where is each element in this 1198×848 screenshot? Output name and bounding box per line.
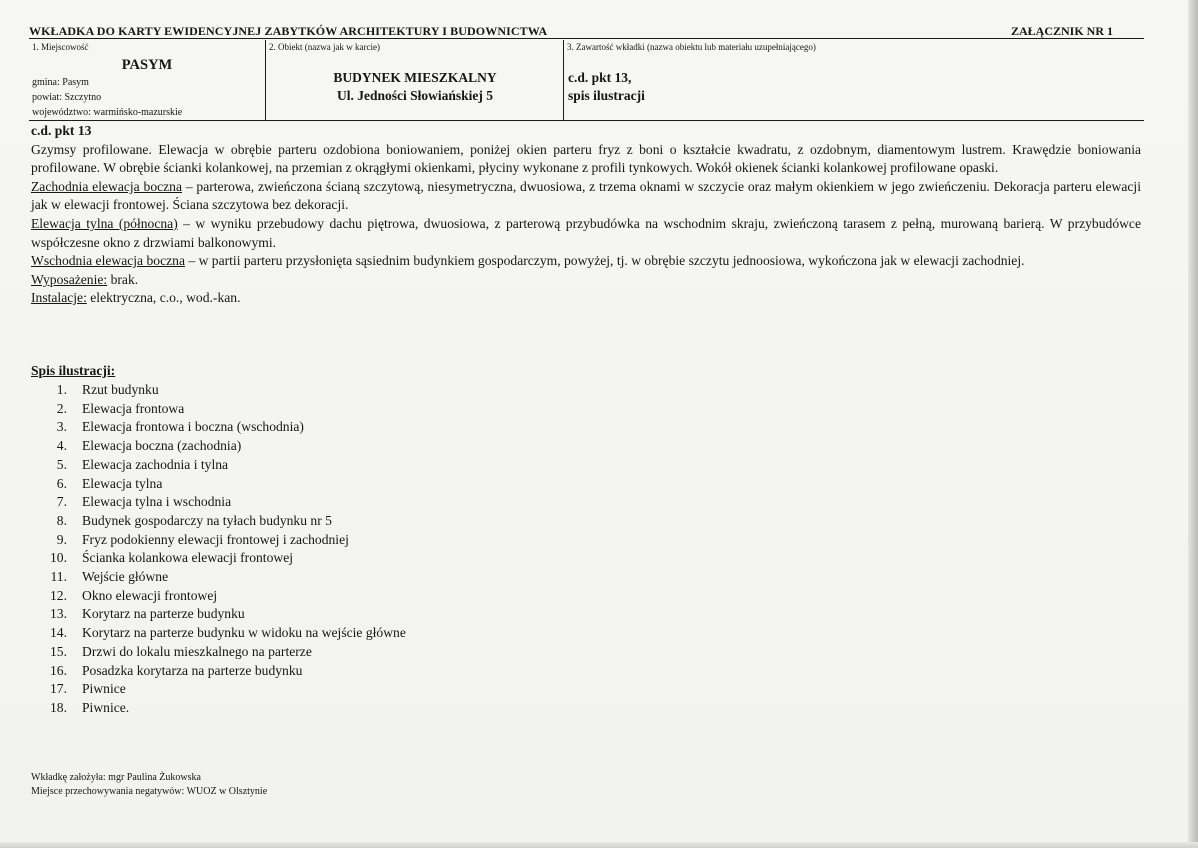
list-item-text: Posadzka korytarza na parterze budynku bbox=[82, 662, 303, 678]
list-item-text: Ścianka kolankowa elewacji frontowej bbox=[82, 550, 294, 566]
list-item bbox=[31, 549, 406, 568]
object-name: BUDYNEK MIESZKALNY bbox=[333, 70, 497, 85]
list-item bbox=[31, 568, 406, 587]
list-item bbox=[31, 531, 406, 550]
footer-author: Wkładkę założyła: mgr Paulina Żukowska bbox=[31, 772, 201, 783]
list-item-text: Budynek gospodarczy na tyłach budynku nr 5 bbox=[82, 512, 332, 528]
rear-elevation-text: – w wyniku przebudowy dachu piętrowa, dwuosiowa, z parterową przybudówka na wschodnim skraju, zwieńczoną tarasem z pełną, murowaną barierą. W przybudówce współczesne okno z drzwiami balkonowymi. bbox=[31, 215, 1142, 250]
wojewodztwo-text: województwo: warmińsko-mazurskie bbox=[32, 107, 183, 118]
illustrations-list bbox=[31, 381, 406, 718]
list-item bbox=[31, 624, 406, 643]
list-item bbox=[31, 587, 406, 606]
list-item-text: Korytarz na parterze budynku bbox=[82, 606, 245, 622]
list-item-text: Rzut budynku bbox=[82, 382, 159, 397]
list-item-number: 13. bbox=[50, 606, 67, 622]
list-item bbox=[31, 662, 406, 681]
cell-object bbox=[265, 40, 564, 120]
location-name: PASYM bbox=[121, 57, 173, 73]
list-item bbox=[31, 475, 406, 494]
list-item-number: 4. bbox=[56, 438, 67, 454]
body-text bbox=[31, 122, 1141, 308]
list-item-number: 6. bbox=[56, 475, 67, 491]
list-item-number: 5. bbox=[56, 456, 67, 472]
list-item-number: 8. bbox=[56, 512, 67, 528]
west-elevation-label: Zachodnia elewacja boczna bbox=[31, 178, 183, 194]
list-item-text: Korytarz na parterze budynku w widoku na wejście główne bbox=[82, 625, 406, 641]
list-item bbox=[31, 643, 406, 662]
list-item-text: Elewacja frontowa bbox=[82, 400, 185, 416]
list-item-number: 9. bbox=[56, 531, 67, 547]
cell-location-caption: 1. Miejscowość bbox=[32, 42, 89, 52]
list-item-text: Elewacja zachodnia i tylna bbox=[82, 456, 229, 472]
content-line-1: c.d. pkt 13, bbox=[568, 70, 632, 85]
gmina-text: gmina: Pasym bbox=[32, 77, 89, 88]
paragraph-installations bbox=[31, 289, 1141, 308]
equipment-text: brak. bbox=[107, 271, 139, 287]
paragraph-equipment bbox=[31, 271, 1141, 290]
paragraph-east-elevation bbox=[31, 252, 1141, 271]
list-item bbox=[31, 605, 406, 624]
list-item bbox=[31, 381, 406, 400]
cell-location bbox=[29, 40, 265, 120]
list-item bbox=[31, 680, 406, 699]
east-elevation-label: Wschodnia elewacja boczna bbox=[31, 253, 185, 269]
section-heading: c.d. pkt 13 bbox=[31, 123, 92, 138]
cell-content-caption: 3. Zawartość wkładki (nazwa obiektu lub materiału uzupełniającego) bbox=[567, 42, 816, 52]
list-item-text: Piwnice bbox=[82, 681, 126, 697]
cell-content bbox=[563, 40, 1145, 120]
list-item bbox=[31, 699, 406, 718]
list-item bbox=[31, 493, 406, 512]
list-item-text: Wejście główne bbox=[82, 569, 169, 585]
list-item-number: 14. bbox=[50, 625, 67, 641]
list-item bbox=[31, 400, 406, 419]
list-item-text: Fryz podokienny elewacji frontowej i zachodniej bbox=[82, 531, 349, 547]
installations-text: elektryczna, c.o., wod.-kan. bbox=[86, 290, 241, 306]
east-elevation-text: – w partii parteru przysłonięta sąsiednim budynkiem gospodarczym, powyżej, tj. w obrębie szczytu jednoosiowa, wykończona jak w elewacji zachodniej. bbox=[184, 253, 1025, 269]
footer-storage: Miejsce przechowywania negatywów: WUOZ w Olsztynie bbox=[31, 786, 268, 797]
list-item-text: Elewacja tylna i wschodnia bbox=[82, 494, 232, 510]
content-line-2: spis ilustracji bbox=[568, 88, 645, 103]
list-item-number: 18. bbox=[50, 699, 67, 715]
list-item-text: Elewacja boczna (zachodnia) bbox=[82, 438, 242, 454]
paragraph-cornices: Gzymsy profilowane. Elewacja w obrębie parteru ozdobiona boniowaniem, poniżej okien parteru fryz z boni o kształcie kwadratu, z ozdobnym, diamentowym lustrem. Krawędzie boniowania profilowane. W obrębie ścianki kolankowej, na przemian z okrągłymi okienkami, płyciny wykonane z profili tynkowych. Wokół okienek ścianki kolankowej profilowane opaski. bbox=[31, 141, 1141, 176]
list-item-number: 2. bbox=[56, 400, 67, 416]
list-item bbox=[31, 456, 406, 475]
list-item-number: 10. bbox=[50, 550, 67, 566]
list-item bbox=[31, 437, 406, 456]
object-address: Ul. Jedności Słowiańskiej 5 bbox=[336, 88, 494, 103]
list-item-text: Piwnice. bbox=[82, 699, 130, 715]
list-item-number: 7. bbox=[56, 494, 67, 510]
list-item-number: 11. bbox=[50, 569, 67, 585]
list-item-text: Okno elewacji frontowej bbox=[82, 587, 218, 603]
list-item bbox=[31, 418, 406, 437]
attachment-number: ZAŁĄCZNIK NR 1 bbox=[1011, 24, 1114, 38]
document-title: WKŁADKA DO KARTY EWIDENCYJNEJ ZABYTKÓW ARCHITEKTURY I BUDOWNICTWA bbox=[29, 24, 548, 38]
list-item bbox=[31, 512, 406, 531]
cell-object-caption: 2. Obiekt (nazwa jak w karcie) bbox=[269, 42, 380, 52]
list-item-text: Drzwi do lokalu mieszkalnego na parterze bbox=[82, 643, 312, 659]
paragraph-rear-elevation bbox=[31, 215, 1141, 252]
list-item-number: 3. bbox=[56, 419, 67, 435]
list-item-number: 15. bbox=[50, 643, 67, 659]
rear-elevation-label: Elewacja tylna (północna) bbox=[31, 215, 178, 231]
powiat-text: powiat: Szczytno bbox=[32, 92, 102, 103]
illustrations-heading: Spis ilustracji: bbox=[31, 363, 116, 378]
list-item-number: 16. bbox=[50, 662, 67, 678]
list-item-number: 12. bbox=[50, 587, 67, 603]
list-item-number: 17. bbox=[50, 681, 67, 697]
west-elevation-text: – parterowa, zwieńczona ścianą szczytową, niesymetryczna, dwuosiowa, z trzema oknami w szczycie oraz małym okienkiem w jego zwieńczeniu. Dekoracja parteru elewacji jak w elewacji frontowej. Ściana szczytowa bez dekoracji. bbox=[31, 178, 1141, 213]
header-rule bbox=[29, 38, 1144, 39]
list-item-text: Elewacja frontowa i boczna (wschodnia) bbox=[82, 419, 304, 435]
paragraph-west-elevation bbox=[31, 178, 1141, 215]
paper-edge-right bbox=[1188, 0, 1198, 848]
installations-label: Instalacje: bbox=[31, 290, 87, 306]
equipment-label: Wyposażenie: bbox=[31, 271, 108, 287]
list-item-text: Elewacja tylna bbox=[82, 475, 163, 491]
list-item-number: 1. bbox=[56, 382, 67, 397]
paper-edge-bottom bbox=[0, 842, 1198, 848]
header-table bbox=[29, 40, 1144, 121]
